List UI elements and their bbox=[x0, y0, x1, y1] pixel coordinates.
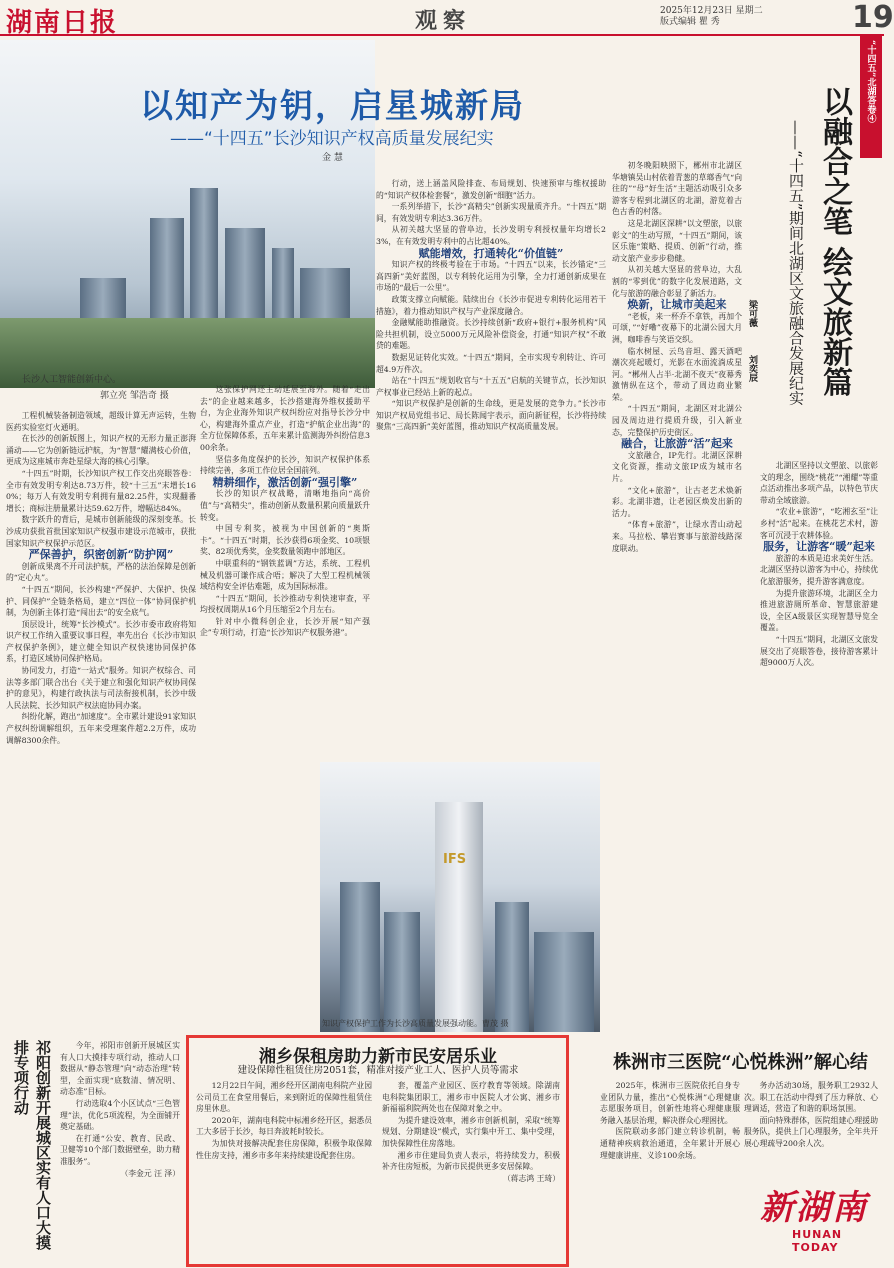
bottom-right-headline: 株洲市三医院“心悦株洲”解心结 bbox=[613, 1052, 868, 1073]
right-author-1: 梁可薇 bbox=[747, 300, 757, 327]
paragraph: 套，覆盖产业园区、医疗教育等领域。除湖南电科院集团职工，湘乡市中医院人才公寓、湘乡市新福福利院两处也在保障对象之中。 bbox=[382, 1081, 560, 1114]
ifs-photo-caption: 知识产权保护工作为长沙高质量发展强动能。曹茂 摄 bbox=[322, 1019, 509, 1028]
paragraph: 知识产权的终极考验在于市场。“十四五”以来，长沙锚定“三高四新”美好蓝图，以专利转化运用为引擎，全力打通创新成果在市场的“最后一公里”。 bbox=[376, 260, 606, 293]
paragraph: 中国专利奖，被视为中国创新的“奥斯卡”。“十四五”时期，长沙获得6项金奖、10项银奖、82项优秀奖，金奖数量领跑中部地区。 bbox=[200, 524, 370, 557]
paragraph: 顶层设计，统筹“长沙模式”。长沙市委市政府将知识产权工作纳入重要议事日程，率先出台《长沙市知识产权保护条例》，建立健全知识产权快速协同保护体系，打造区域协同保护格局。 bbox=[6, 619, 196, 664]
paragraph: 为提升建设效率，湘乡市创新机制，采取“统筹规划、分期建设”模式，实行集中开工、集中受理，加快保障性住房落地。 bbox=[382, 1115, 560, 1148]
paragraph: “文化+旅游”，让古老艺术焕新彩。北湖非遗，让老园区焕发出新的活力。 bbox=[612, 485, 742, 518]
paragraph: 协同发力，打造“一站式”服务。知识产权综合、司法等多部门联合出台《关于建立和强化知识产权协同保护的意见》，构建行政执法与司法衔接机制，长沙中级人民法院、长沙知识产权法庭协同办案。 bbox=[6, 666, 196, 710]
right-column-2 bbox=[760, 460, 878, 1000]
lead-photo-caption: 长沙人工智能创新中心。 bbox=[22, 375, 122, 385]
paragraph: 2020年，湖南电科院中标湘乡经开区，据悉员工大多居于长沙，每日奔波耗时较长。 bbox=[196, 1115, 372, 1137]
series-tag bbox=[860, 36, 882, 158]
paragraph: “十四五”期间，长沙构建“严保护、大保护、快保护、同保护”全链条格局，建立“四位一体”协同保护机制，为创新主体打造“闯出去”的安全底气。 bbox=[6, 584, 196, 618]
paragraph: 从初关越大坚显的营阜边，长沙发明专利授权量年均增长23%，在有效发明专利中的占比超40%。 bbox=[376, 225, 606, 246]
paragraph: 长沙的知识产权战略，清晰地指向“高价值”与“高精尖”，推动创新从数量积累向质量跃升转变。 bbox=[200, 489, 370, 522]
dateline bbox=[660, 6, 850, 28]
paragraph: 北湖区坚持以文塑旅、以旅彰文的理念，围绕“桃花”“湘耀”等重点活动推出多项产品，以特色节庆带动全域旅游。 bbox=[760, 461, 878, 505]
bottom-right-column-2 bbox=[744, 1080, 878, 1180]
bottom-left-body bbox=[60, 1040, 180, 1264]
paragraph: 这张保护网还主动延展至海外。随着“走出去”的企业越来越多，长沙搭建海外维权援助平台，为企业海外知识产权纠纷应对指导长沙分中心，构建海外重点产业，打造“护航企业出海”的全方位保障体系，五年来累计监测海外纠纷信息300余条。 bbox=[200, 385, 370, 452]
paragraph: 今年，祁阳市创新开展城区实有人口大摸排专项行动，推动人口数据从“静态管理”向“动态治理”转型，全面实现“底数清、情况明、动态准”目标。 bbox=[60, 1041, 180, 1097]
lead-subhead: ——“十四五”长沙知识产权高质量发展纪实 bbox=[170, 129, 494, 149]
paragraph: 中联重科的“钢铁蓝调”方达，系统、工程机械及机器可谦作成合唔；解决了大型工程机械领域结构安全评估难题，成为国际标准。 bbox=[200, 558, 370, 592]
paragraph: “十四五”期间，北湖区文旅发展交出了亮眼答卷，接待游客累计超9000万人次。 bbox=[760, 634, 878, 668]
watermark-logo-en: HUNAN TODAY bbox=[792, 1228, 843, 1254]
paragraph: 为加快对接解决配套住房保障，积极争取保障性住房支持，湘乡市多年来持续建设配套住房。 bbox=[196, 1138, 372, 1160]
paragraph: 政策支撑立向赋能。陆续出台《长沙市促进专利转化运用若干措施》，着力推动知识产权与产业深度融合。 bbox=[376, 294, 606, 316]
section-heading: 服务，让游客“暖”起来 bbox=[763, 540, 875, 554]
paragraph: 文旅融合，IP先行。北湖区深耕文化资源，推动文旅IP成为城市名片。 bbox=[612, 450, 742, 484]
bottom-right-column-1 bbox=[600, 1080, 740, 1264]
lead-byline: 金 慧 bbox=[322, 153, 343, 163]
paragraph: 在打通“公安、教育、民政、卫健等10个部门数据壁垒，助力精准服务”。 bbox=[60, 1133, 180, 1166]
section-heading: 赋能增效，打通转化“价值链” bbox=[418, 246, 564, 260]
paragraph: 数据见证转化实效。“十四五”期间，全市实现专利转让、许可超4.9万件次。 bbox=[376, 352, 606, 374]
section-heading: 精耕细作，激活创新“强引擎” bbox=[212, 475, 358, 489]
highlighted-article-column-1 bbox=[196, 1080, 372, 1262]
lead-column-1 bbox=[6, 410, 196, 1030]
lead-column-2 bbox=[200, 384, 370, 760]
paragraph: 面向特殊群体，医院组建心理援助服务队，提供上门心理服务，全年共开展心理疏导200余人次。 bbox=[744, 1115, 878, 1148]
right-column-1 bbox=[612, 160, 742, 1000]
paragraph: 工程机械装备制造领域，超级计算无声运转，生物医药实验室灯火通明。 bbox=[6, 411, 196, 432]
paragraph: 为提升旅游环境，北湖区全力推进旅游厕所革命、智慧旅游建设，全区A级景区实现智慧导览全覆盖。 bbox=[760, 588, 878, 633]
paragraph: 务办活动30场，服务职工2932人次。职工在活动中得到了压力释放、心理调适，营造了和谐的职场氛围。 bbox=[744, 1081, 878, 1114]
paragraph: “十四五”时期，长沙知识产权工作交出亮眼答卷：全市有效发明专利达8.73万件，较“十三五”末增长160%；每万人有效发明专利拥有量82.25件，实现翻番增长；商标注册量累计达59.62万件，增幅达84%。 bbox=[6, 468, 196, 513]
issue-date: 2025年12月23日 星期二 bbox=[660, 6, 763, 16]
paragraph: 从初关越大坚显的营阜边，大乱割的“零到优”的数字化发展道路，文化与旅游的融合彰显了新活力。 bbox=[612, 265, 742, 298]
ifs-sign: IFS bbox=[443, 852, 467, 867]
paragraph: 站在“十四五”规划收官与“十五五”启航的关键节点，长沙知识产权事业已经站上新的起点。 bbox=[376, 376, 606, 397]
paragraph: 坚信多角度保护的长沙，知识产权保护体系持续完善，多项工作位居全国前列。 bbox=[200, 454, 370, 476]
highlighted-article-column-2 bbox=[382, 1080, 560, 1262]
right-headline: 以融合之笔 绘文旅新篇 bbox=[817, 86, 852, 397]
ifs-tower-photo bbox=[320, 762, 600, 1032]
paragraph: 湘乡市住建局负责人表示，将持续发力，积极补齐住房短板，为新市民提供更多安居保障。 bbox=[382, 1150, 560, 1172]
paragraph: “知识产权保护是创新的生命线，更是发展的竞争力。”长沙市知识产权局党组书记、局长陈闻宇表示，面向新征程，长沙将持续聚焦“三高四新”美好蓝图，推动知识产权高质量发展。 bbox=[376, 399, 606, 432]
paragraph: 针对中小微科创企业，长沙开展“知产强企”专项行动，打造“长沙知识产权服务港”。 bbox=[200, 616, 370, 638]
paragraph: 旅游的本质是追求美好生活。北湖区坚持以游客为中心，持续优化旅游服务，提升游客满意度。 bbox=[760, 553, 878, 586]
section-title: 观察 bbox=[415, 8, 472, 34]
paragraph: 2025年，株洲市三医院依托自身专业团队力量，推出“心悦株洲”心理健康志愿服务项目，创新性地将心理健康服务融入基层治理，解决群众心理困扰。 bbox=[600, 1081, 740, 1125]
highlighted-article-headline: 湘乡保租房助力新市民安居乐业 bbox=[259, 1047, 497, 1067]
paragraph: 行动选取4个小区试点“三色管理”法，优化5项流程，为全面铺开奠定基础。 bbox=[60, 1098, 180, 1132]
right-author-2: 刘奕辰 bbox=[747, 355, 757, 382]
section-heading: 焕新，让城市美起来 bbox=[627, 298, 727, 312]
bottom-left-headline: 祁阳创新开展城区实有人口大摸排专项行动 bbox=[12, 1040, 52, 1250]
highlighted-article-subhead: 建设保障性租赁住房2051套，精准对接产业工人、医护人员等需求 bbox=[237, 1065, 519, 1076]
paragraph: 金融赋能助推融资。长沙持续创新“政府+银行+服务机构”风险共担机制，设立5000万元风险补偿资金，打通“知识产权”不敢贷的难题。 bbox=[376, 318, 606, 351]
paragraph: 医院联动多部门建立转诊机制，畅通精神疾病救治通道，全年累计开展心理健康讲座、义诊100余场。 bbox=[600, 1127, 740, 1160]
paragraph: “老板，来一杯乔不拿铁，再加个可颂，”“好嘞”夜幕下的北湖公园大月洲，咖啡香与笑语交织。 bbox=[612, 311, 742, 344]
paragraph: 初冬晚阳映照下，郴州市北湖区华塘镇吴山村依着青葱的草瑯香气“向往的”“母”好生活”主题活动吸引众多游客专程到北湖区的北湖，游览着古色古香的村落。 bbox=[612, 161, 742, 217]
section-heading: 严保善护，织密创新“防护网” bbox=[28, 548, 174, 562]
paragraph: 12月22日午间，湘乡经开区湖南电科院产业园公司员工在食堂用餐后，来到附近的保障性租赁住房里休息。 bbox=[196, 1081, 372, 1114]
credit: （李金元 汪 泽） bbox=[120, 1168, 180, 1178]
newspaper-logo: 湖南日报 bbox=[6, 8, 119, 38]
paragraph: 数字跃升的背后，是城市创新能级的深刻变革。长沙成功获批首批国家知识产权强市建设示范城市，获批国家知识产权保护示范区。 bbox=[6, 515, 196, 548]
paragraph: “农业+旅游”，“吃湘玄至”让乡村“活”起来。在桃花艺术村，游客可沉浸于农耕体验。 bbox=[760, 507, 878, 540]
paragraph: 纠纷化解，跑出“加速度”。全市累计建设91家知识产权纠纷调解组织，五年来受理案件超2.2万件，成功调解8300余件。 bbox=[6, 712, 196, 745]
lead-headline: 以知产为钥，启星城新局 bbox=[140, 86, 525, 125]
paragraph: “十四五”期间，长沙推动专利快速审查，平均授权周期从16个月压缩至2个月左右。 bbox=[200, 593, 370, 615]
right-subhead: ——“十四五”期间北湖区文旅融合发展纪实 bbox=[787, 120, 805, 406]
layout-editor: 版式编辑 瞿 秀 bbox=[660, 17, 720, 27]
paragraph: 行动，送上涵盖风险排查、布局规划、快速预审与维权援助的“知识产权体检套餐”，激发创新“细胞”活力。 bbox=[376, 179, 606, 200]
paragraph: “体育+旅游”，让绿水青山动起来。马拉松、攀岩赛事与旅游线路深度联动。 bbox=[612, 520, 742, 553]
credit: （蒋志鸿 王琦） bbox=[502, 1173, 560, 1183]
paragraph: 一系列举措下，长沙“高精尖”创新实现量质齐升。“十四五”期间，有效发明专利达3.36万件。 bbox=[376, 202, 606, 223]
paragraph: 创新成果离不开司法护航，严格的法治保障是创新的“定心丸”。 bbox=[6, 561, 196, 583]
paragraph: 临水树屋、云鸟音坦、露天酒吧潮次亮起暖灯，光影在水面流淌成星河。“郴州人占半·北湖不夜天”夜幕秀激情纵在这个，带动了周边商业繁荣。 bbox=[612, 346, 742, 402]
section-heading: 融合，让旅游“活”起来 bbox=[621, 437, 733, 451]
series-tag-text: “十四五”北湖答卷④ bbox=[865, 40, 876, 123]
paragraph: 这是北湖区深耕“以文塑旅，以旅彰文”的生动写照，“十四五”期间，该区乐施“策略、提质、创新”行动，推动文旅产业步步稳健。 bbox=[612, 218, 742, 263]
watermark-logo: 新湖南 bbox=[760, 1188, 868, 1228]
lead-column-3 bbox=[376, 178, 606, 760]
lead-photo-credit: 郭立亮 邹浩奇 摄 bbox=[100, 391, 169, 401]
paragraph: “十四五”期间，北湖区对北湖公园及周边进行提质升级，引入新业态，完整保护历史街区。 bbox=[612, 404, 742, 437]
paragraph: 在长沙的创新版图上，知识产权的无形力量正澎湃涌动——它为创新链远护航，为“智慧”耀满枝心价值，更成为这座城市奔赴星绿大海的核心引擎。 bbox=[6, 434, 196, 467]
page-number: 19 bbox=[852, 0, 894, 35]
